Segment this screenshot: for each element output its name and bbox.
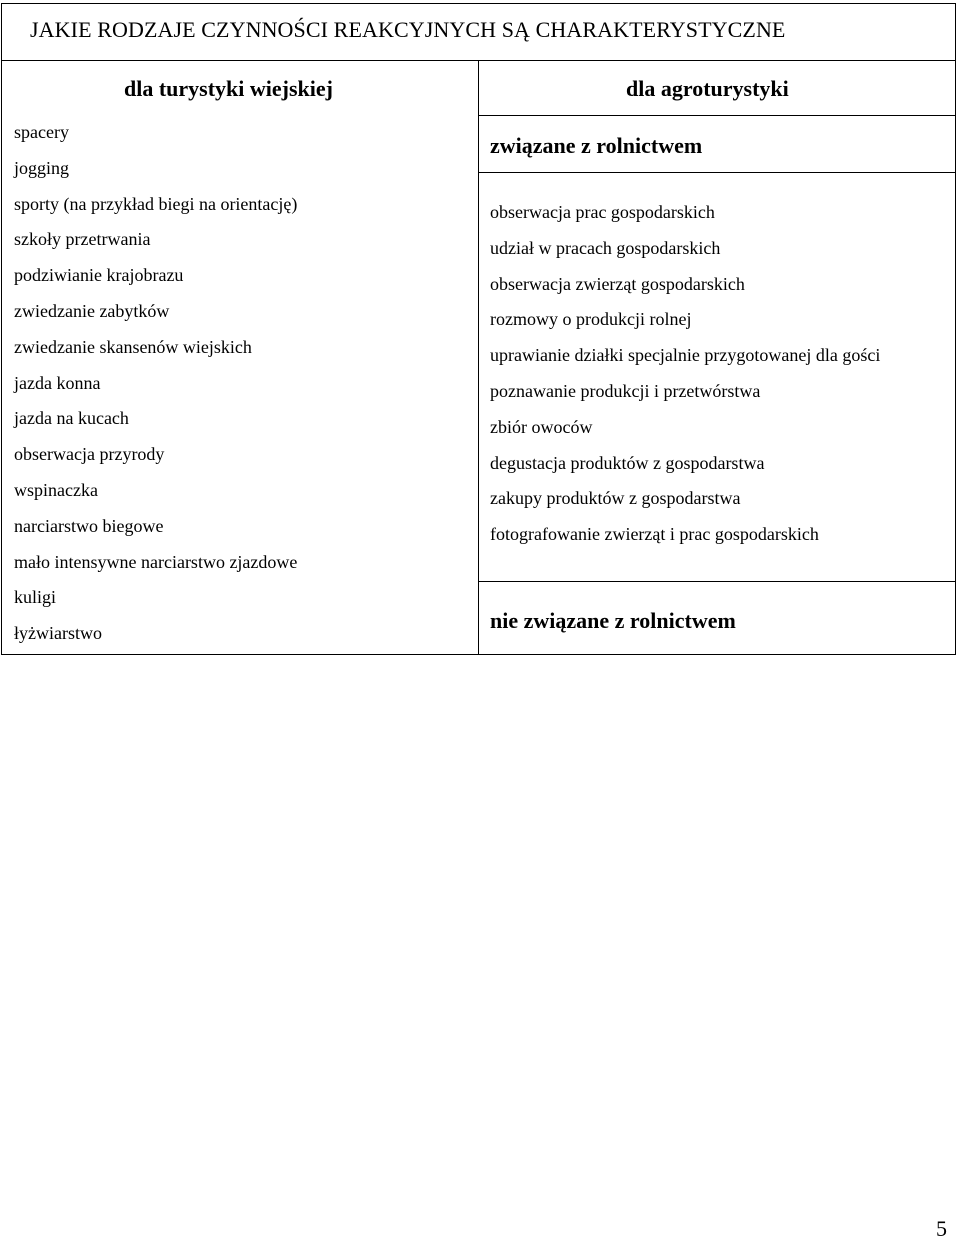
list-item: łyżwiarstwo: [14, 623, 102, 644]
non-agriculture-heading: nie związane z rolnictwem: [490, 608, 736, 633]
table-title: JAKIE RODZAJE CZYNNOŚCI REAKCYJNYCH SĄ CHARAKTERYSTYCZNE: [30, 17, 786, 42]
non-agriculture-divider: [479, 581, 955, 582]
list-item: poznawanie produkcji i przetwórstwa: [490, 380, 761, 401]
list-item: zbiór owoców: [490, 416, 593, 437]
list-item: kuligi: [14, 587, 57, 608]
list-item: zakupy produktów z gospodarstwa: [490, 488, 741, 509]
list-item: fotografowanie zwierząt i prac gospodarskich: [490, 524, 819, 545]
list-item: jazda na kucach: [14, 408, 129, 429]
agritourism-list: [490, 195, 880, 553]
list-item: szkoły przetrwania: [14, 229, 151, 250]
activities-table: [1, 3, 956, 655]
list-item: zwiedzanie skansenów wiejskich: [14, 336, 252, 357]
list-item: zwiedzanie zabytków: [14, 300, 170, 321]
rural-tourism-list: [14, 115, 297, 652]
column-divider: [478, 61, 479, 654]
list-item: jazda konna: [14, 372, 101, 393]
list-item: obserwacja prac gospodarskich: [490, 202, 715, 222]
list-item: degustacja produktów z gospodarstwa: [490, 452, 765, 473]
list-item: spacery: [14, 122, 69, 142]
agriculture-related-divider: [479, 172, 955, 173]
list-item: mało intensywne narciarstwo zjazdowe: [14, 551, 298, 572]
page-number: 5: [936, 1216, 947, 1241]
list-item: udział w pracach gospodarskich: [490, 237, 721, 258]
list-item: podziwianie krajobrazu: [14, 265, 184, 286]
list-item: narciarstwo biegowe: [14, 515, 164, 536]
list-item: sporty (na przykład biegi na orientację): [14, 193, 298, 214]
list-item: obserwacja zwierząt gospodarskich: [490, 273, 745, 294]
list-item: rozmowy o produkcji rolnej: [490, 309, 692, 330]
right-column-heading: dla agroturystyki: [626, 76, 789, 101]
list-item: obserwacja przyrody: [14, 444, 165, 465]
table-title-row: [2, 4, 955, 61]
list-item: uprawianie działki specjalnie przygotowanej dla gości: [490, 345, 881, 366]
left-column-heading: dla turystyki wiejskiej: [124, 76, 333, 101]
agriculture-related-heading: związane z rolnictwem: [490, 133, 703, 158]
right-heading-divider: [479, 115, 955, 116]
list-item: jogging: [14, 157, 70, 178]
list-item: wspinaczka: [14, 479, 98, 500]
